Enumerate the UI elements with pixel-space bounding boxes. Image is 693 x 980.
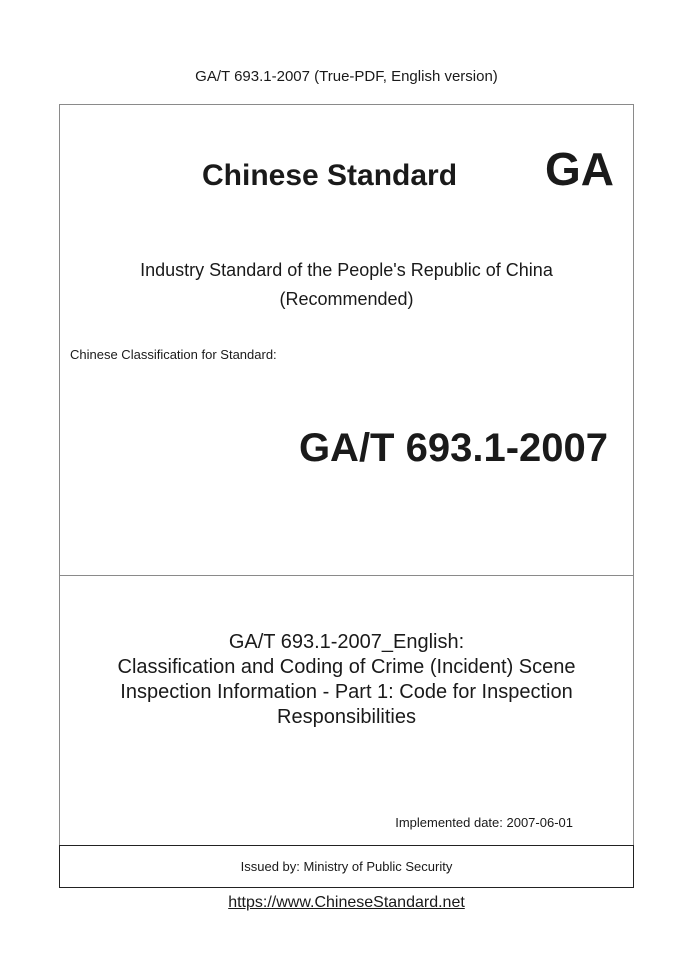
- website-link[interactable]: https://www.ChineseStandard.net: [228, 894, 465, 911]
- issued-by-text: Issued by: Ministry of Public Security: [240, 859, 453, 874]
- implemented-date: Implemented date: 2007-06-01: [395, 815, 573, 830]
- industry-line-1: Industry Standard of the People's Republic of China: [140, 260, 553, 280]
- brand-code: GA: [545, 143, 614, 195]
- standard-number: GA/T 693.1-2007: [298, 426, 608, 470]
- page-header: GA/T 693.1-2007 (True-PDF, English version): [195, 68, 498, 85]
- document-title: [59, 630, 634, 730]
- title-line-2: Classification and Coding of Crime (Incident) Scene: [117, 656, 576, 678]
- issued-by-box: [59, 845, 634, 888]
- title-line-3: Inspection Information - Part 1: Code for Inspection: [120, 681, 573, 703]
- title-line-1: GA/T 693.1-2007_English:: [228, 631, 465, 653]
- cover-frame: [59, 104, 634, 845]
- brand-title: Chinese Standard: [202, 159, 458, 192]
- cover-divider: [59, 575, 634, 576]
- industry-line-2: (Recommended): [279, 289, 414, 309]
- title-line-4: Responsibilities: [277, 706, 416, 728]
- classification-label: Chinese Classification for Standard:: [70, 347, 277, 362]
- industry-standard-heading: [59, 256, 634, 314]
